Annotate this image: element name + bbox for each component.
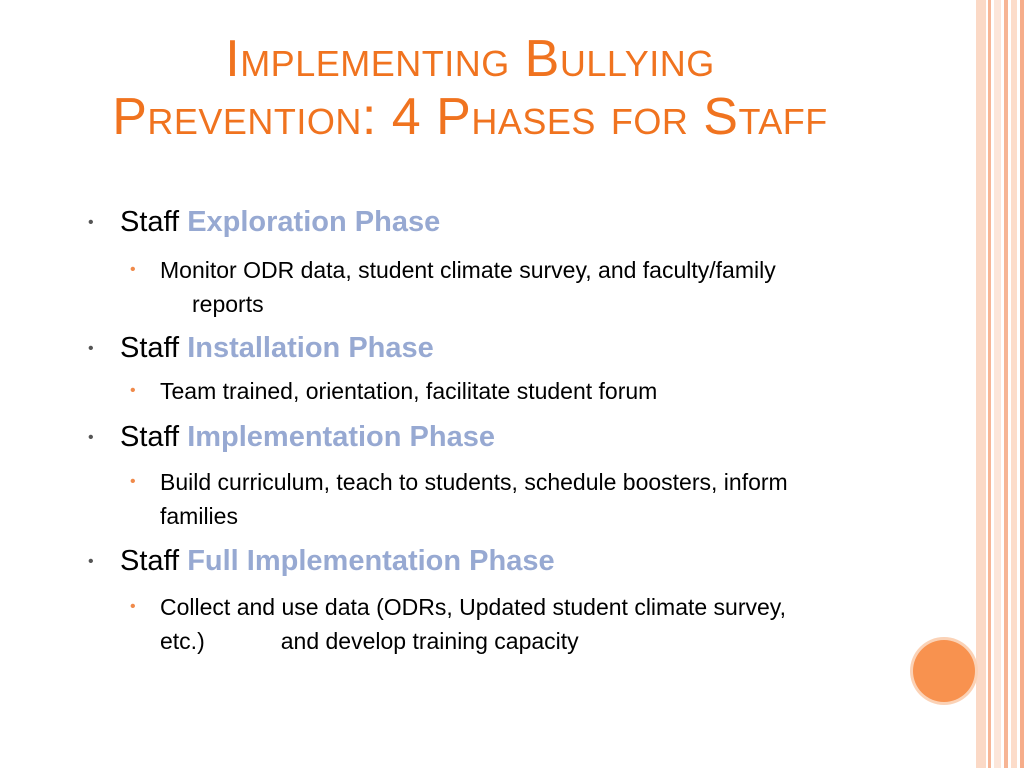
phase-name: Implementation Phase (187, 421, 495, 453)
detail-line: Team trained, orientation, facilitate student forum (160, 378, 658, 404)
phase-prefix: Staff (120, 332, 180, 364)
bullet-dot-icon: • (130, 261, 136, 278)
bullet-dot-icon: • (88, 214, 94, 231)
bullet-dot-icon: • (130, 473, 136, 490)
phase-prefix: Staff (120, 421, 180, 453)
sub-bullet-full-implementation (130, 590, 950, 658)
phase-prefix: Staff (120, 545, 180, 577)
bullet-dot-icon: • (88, 429, 94, 446)
detail-line-2 (160, 624, 950, 658)
bullet-dot-icon: • (88, 553, 94, 570)
detail-line: Monitor ODR data, student climate survey, and faculty/family (160, 257, 776, 283)
bullet-dot-icon: • (88, 340, 94, 357)
title-line-2: Prevention: 4 Phases for Staff (112, 88, 828, 146)
bullet-dot-icon: • (130, 598, 136, 615)
bullet-exploration-phase (88, 206, 441, 239)
detail-line: Collect and use data (ODRs, Updated student climate survey, (160, 594, 786, 620)
detail-line: Build curriculum, teach to students, schedule boosters, inform (160, 469, 788, 495)
bullet-full-implementation-phase (88, 545, 555, 578)
detail-line: families (160, 503, 238, 529)
bullet-implementation-phase (88, 421, 495, 454)
detail-part: etc.) (160, 628, 205, 654)
phase-name: Exploration Phase (187, 206, 441, 238)
title-line-1: Implementing Bullying (225, 30, 715, 88)
phase-name: Full Implementation Phase (187, 545, 555, 577)
sub-bullet-implementation (130, 465, 950, 533)
sub-bullet-installation (130, 374, 950, 408)
bullet-dot-icon: • (130, 382, 136, 399)
detail-part: and develop training capacity (280, 628, 579, 654)
detail-line: reports (192, 291, 264, 317)
phase-prefix: Staff (120, 206, 180, 238)
bullet-installation-phase (88, 332, 434, 365)
sub-bullet-exploration (130, 253, 950, 321)
phase-name: Installation Phase (187, 332, 434, 364)
